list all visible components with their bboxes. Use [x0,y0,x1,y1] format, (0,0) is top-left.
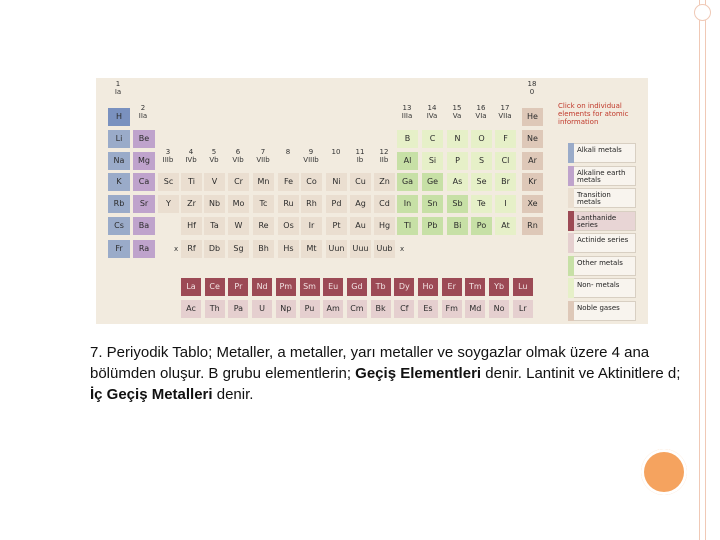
element-bi[interactable]: Bi [447,217,468,235]
element-s[interactable]: S [471,152,492,170]
group-roman: VIIb [256,156,270,164]
element-tl[interactable]: Tl [397,217,418,235]
group-header-4 [179,148,203,164]
element-li[interactable]: Li [108,130,130,148]
element-yb[interactable]: Yb [489,278,509,296]
element-cd[interactable]: Cd [374,195,395,213]
group-roman: IIb [379,156,389,164]
element-po[interactable]: Po [471,217,492,235]
element-pm[interactable]: Pm [276,278,296,296]
group-header-18 [520,80,544,96]
element-in[interactable]: In [397,195,418,213]
group-number: 12 [379,148,389,156]
legend-color-strip [568,211,574,231]
element-ra[interactable]: Ra [133,240,155,258]
legend-label: Alkaline earth metals [577,168,626,184]
group-header-1 [106,80,130,96]
element-zr[interactable]: Zr [181,195,202,213]
caption-text [90,342,690,405]
element-nb[interactable]: Nb [204,195,225,213]
click-instruction-note: Click on individual elements for atomic information [558,102,629,126]
group-roman: IVb [185,156,197,164]
element-bh[interactable]: Bh [253,240,274,258]
element-be[interactable]: Be [133,130,155,148]
element-os[interactable]: Os [278,217,299,235]
element-sn[interactable]: Sn [422,195,443,213]
element-nd[interactable]: Nd [252,278,272,296]
element-pb[interactable]: Pb [422,217,443,235]
element-ar[interactable]: Ar [522,152,543,170]
group-header-9 [299,148,323,164]
caption-part-1: 7. Periyodik Tablo; Metaller, a metaller, yarı metaller ve soygazlar olmak üzere 4 ana bölümden oluşur. B grubu elementlerin; [90,344,650,382]
element-ge[interactable]: Ge [422,173,443,191]
element-cf[interactable]: Cf [394,300,414,318]
element-cu[interactable]: Cu [350,173,371,191]
legend-box-6 [573,256,636,276]
group-number: 6 [235,148,241,156]
group-header-17 [493,104,517,120]
group-roman: VIIa [498,112,512,120]
element-he[interactable]: He [522,108,543,126]
group-header-7 [251,148,275,164]
element-k[interactable]: K [108,173,130,191]
legend-box-4 [573,211,636,231]
group-header-11 [348,148,372,164]
element-sr[interactable]: Sr [133,195,155,213]
element-es[interactable]: Es [418,300,438,318]
element-db[interactable]: Db [204,240,225,258]
group-header-2 [131,104,155,120]
legend-box-1 [573,143,636,163]
caption-part-2: denir. Lantinit ve Aktinitlere d; [481,365,681,382]
element-rn[interactable]: Rn [522,217,543,235]
element-la[interactable]: La [181,278,201,296]
element-mo[interactable]: Mo [228,195,249,213]
element-sg[interactable]: Sg [228,240,249,258]
legend-label: Non- metals [577,281,620,289]
element-i[interactable]: I [495,195,516,213]
right-border-line-inner [705,0,706,540]
element-fm[interactable]: Fm [442,300,462,318]
group-number: 5 [211,148,217,156]
element-pd[interactable]: Pd [326,195,347,213]
group-roman: VIb [232,156,244,164]
element-pt[interactable]: Pt [326,217,347,235]
element-ga[interactable]: Ga [397,173,418,191]
element-w[interactable]: W [228,217,249,235]
group-number: 14 [427,104,437,112]
decor-circle-top [694,4,711,21]
element-no[interactable]: No [489,300,509,318]
element-tb[interactable]: Tb [371,278,391,296]
element-rf[interactable]: Rf [181,240,202,258]
group-number: 4 [188,148,194,156]
group-number: 2 [140,104,146,112]
element-tm[interactable]: Tm [465,278,485,296]
element-xe[interactable]: Xe [522,195,543,213]
legend-box-7 [573,278,636,298]
group-roman: Ia [114,88,122,96]
legend-color-strip [568,233,574,253]
element-sc[interactable]: Sc [158,173,179,191]
element-te[interactable]: Te [471,195,492,213]
group-number: 10 [331,148,341,156]
element-n[interactable]: N [447,130,468,148]
legend-label: Lanthanide series [577,213,617,229]
element-re[interactable]: Re [253,217,274,235]
caption-bold-2: İç Geçiş Metalleri [90,386,213,403]
element-cr[interactable]: Cr [228,173,249,191]
element-ce[interactable]: Ce [205,278,225,296]
legend-box-8 [573,301,636,321]
element-kr[interactable]: Kr [522,173,543,191]
group-header-5 [202,148,226,164]
group-header-13 [395,104,419,120]
group-roman: Vb [209,156,219,164]
group-header-14 [420,104,444,120]
legend-color-strip [568,143,574,163]
legend-color-strip [568,188,574,208]
element-o[interactable]: O [471,130,492,148]
element-lu[interactable]: Lu [513,278,533,296]
element-sb[interactable]: Sb [447,195,468,213]
element-zn[interactable]: Zn [374,173,395,191]
element-dy[interactable]: Dy [394,278,414,296]
element-uuu[interactable]: Uuu [350,240,371,258]
element-br[interactable]: Br [495,173,516,191]
group-header-10 [324,148,348,156]
legend-color-strip [568,166,574,186]
group-number: 15 [452,104,462,112]
element-hf[interactable]: Hf [181,217,202,235]
element-am[interactable]: Am [323,300,343,318]
element-eu[interactable]: Eu [323,278,343,296]
legend-box-3 [573,188,636,208]
legend-box-2 [573,166,636,186]
element-ru[interactable]: Ru [278,195,299,213]
element-ta[interactable]: Ta [204,217,225,235]
element-y[interactable]: Y [158,195,179,213]
element-fr[interactable]: Fr [108,240,130,258]
element-as[interactable]: As [447,173,468,191]
element-cl[interactable]: Cl [495,152,516,170]
legend-label: Transition metals [577,191,611,206]
element-se[interactable]: Se [471,173,492,191]
element-f[interactable]: F [495,130,516,148]
element-bk[interactable]: Bk [371,300,391,318]
group-number: 16 [476,104,486,112]
element-mn[interactable]: Mn [253,173,274,191]
element-hs[interactable]: Hs [278,240,299,258]
legend-label: Noble gases [577,303,620,312]
group-roman: IIIb [162,156,174,164]
element-mt[interactable]: Mt [301,240,322,258]
legend-color-strip [568,256,574,276]
element-p[interactable]: P [447,152,468,170]
element-al[interactable]: Al [397,152,418,170]
element-mg[interactable]: Mg [133,152,155,170]
legend-label: Other metals [577,258,623,267]
element-sm[interactable]: Sm [300,278,320,296]
element-rb[interactable]: Rb [108,195,130,213]
element-ac[interactable]: Ac [181,300,201,318]
element-md[interactable]: Md [465,300,485,318]
periodic-table-image [96,78,648,324]
element-hg[interactable]: Hg [374,217,395,235]
element-pa[interactable]: Pa [228,300,248,318]
group-number: 3 [165,148,171,156]
legend-box-5 [573,233,636,253]
group-header-8 [276,148,300,156]
element-ne[interactable]: Ne [522,130,543,148]
decor-circle-orange [641,449,687,495]
element-ir[interactable]: Ir [301,217,322,235]
legend-color-strip [568,301,574,321]
element-ca[interactable]: Ca [133,173,155,191]
element-ti[interactable]: Ti [181,173,202,191]
element-tc[interactable]: Tc [253,195,274,213]
element-np[interactable]: Np [276,300,296,318]
series-marker: x [400,245,405,253]
element-rh[interactable]: Rh [301,195,322,213]
element-v[interactable]: V [204,173,225,191]
element-c[interactable]: C [422,130,443,148]
element-gd[interactable]: Gd [347,278,367,296]
group-roman: VIa [475,112,487,120]
element-uub[interactable]: Uub [374,240,395,258]
element-at[interactable]: At [495,217,516,235]
group-number: 18 [527,80,537,88]
group-header-15 [445,104,469,120]
element-cs[interactable]: Cs [108,217,130,235]
caption-bold-1: Geçiş Elementleri [355,365,482,382]
element-si[interactable]: Si [422,152,443,170]
element-ag[interactable]: Ag [350,195,371,213]
element-au[interactable]: Au [350,217,371,235]
group-number: 13 [402,104,412,112]
group-number: 9 [308,148,314,156]
element-lr[interactable]: Lr [513,300,533,318]
element-cm[interactable]: Cm [347,300,367,318]
element-ho[interactable]: Ho [418,278,438,296]
group-roman: IIa [138,112,148,120]
group-roman: 0 [529,88,535,96]
element-pr[interactable]: Pr [228,278,248,296]
group-header-12 [372,148,396,164]
element-uun[interactable]: Uun [326,240,347,258]
group-roman: VIIIb [303,156,319,164]
element-h[interactable]: H [108,108,130,126]
element-ni[interactable]: Ni [326,173,347,191]
group-header-3 [156,148,180,164]
caption-part-3: denir. [212,386,254,403]
group-number: 17 [500,104,510,112]
group-roman: Ib [356,156,364,164]
element-fe[interactable]: Fe [278,173,299,191]
group-number: 8 [285,148,291,156]
element-b[interactable]: B [397,130,418,148]
group-header-16 [469,104,493,120]
group-roman: IVa [426,112,438,120]
element-pu[interactable]: Pu [300,300,320,318]
element-u[interactable]: U [252,300,272,318]
series-marker: x [174,245,179,253]
legend-color-strip [568,278,574,298]
legend-label: Actinide series [577,236,629,244]
group-roman: Va [452,112,462,120]
group-roman: IIIa [401,112,413,120]
legend-label: Alkali metals [577,146,622,154]
element-er[interactable]: Er [442,278,462,296]
group-number: 7 [260,148,266,156]
element-th[interactable]: Th [205,300,225,318]
group-number: 1 [115,80,121,88]
right-border-line-outer [699,0,700,540]
group-number: 11 [355,148,365,156]
group-header-6 [226,148,250,164]
element-ba[interactable]: Ba [133,217,155,235]
element-co[interactable]: Co [301,173,322,191]
element-na[interactable]: Na [108,152,130,170]
